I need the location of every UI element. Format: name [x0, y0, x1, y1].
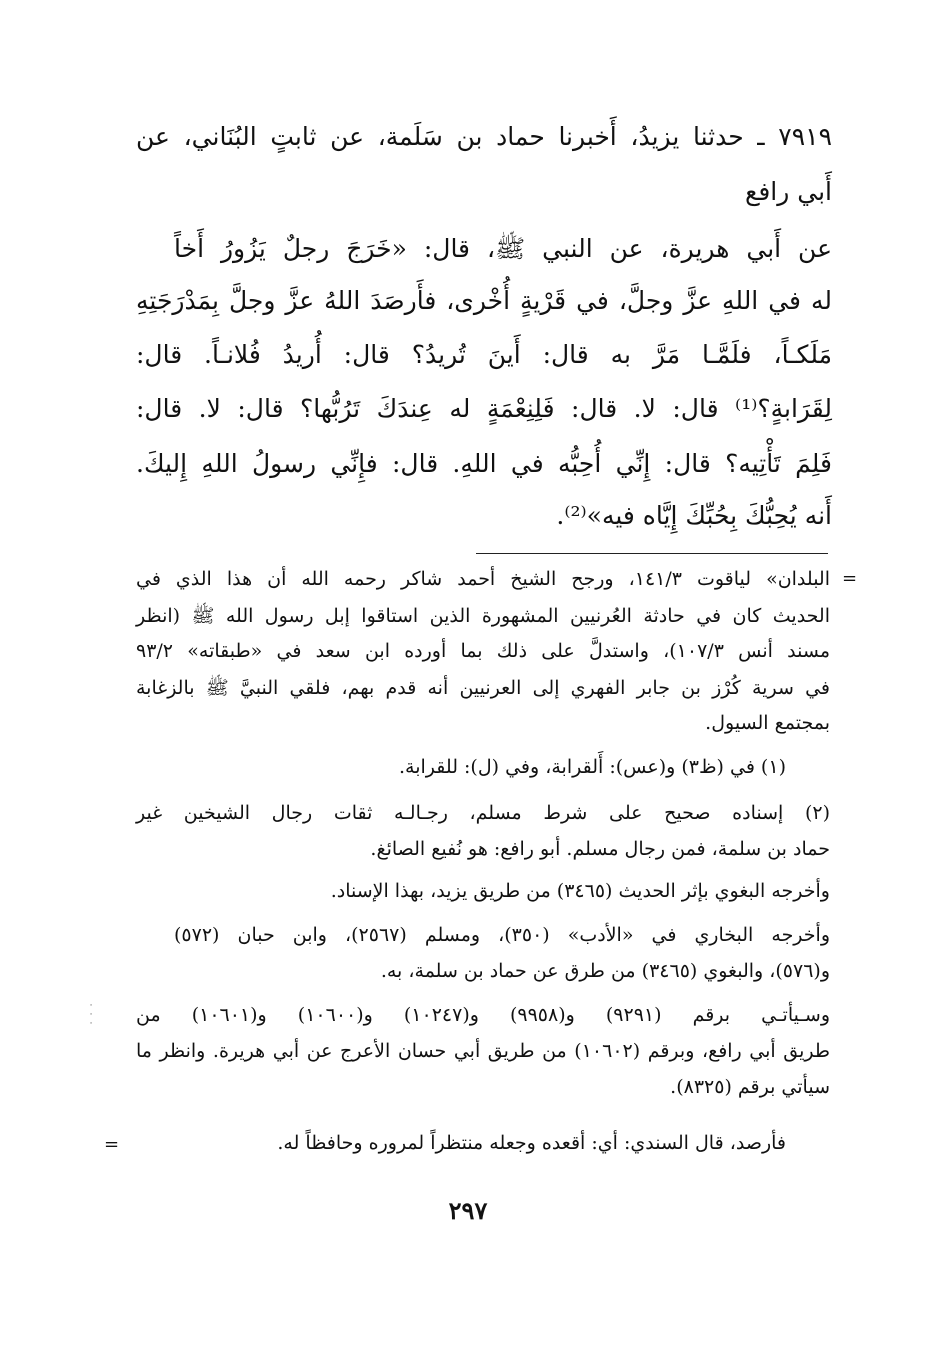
- footnote-2-line-5: و(٥٧٦)، والبغوي (٣٤٦٥) من طرق عن حماد بن سلمة، به.: [380, 960, 830, 982]
- footnote-continued-line-5: بمجتمع السيول.: [705, 712, 830, 734]
- continuation-mark: =: [842, 568, 858, 589]
- footnote-continued-line-1: البلدان» لياقوت ١٤١/٣، ورجح الشيخ أحمد شاكر رحمه الله أن هذا الذي في: [136, 568, 830, 590]
- hadith-isnad-line-2: أَبي رافع: [745, 177, 832, 206]
- footnote-2-line-8: سيأتي برقم (٨٣٢٥).: [670, 1076, 830, 1098]
- scan-speckle: · · ·: [89, 1001, 93, 1029]
- footnote-2-line-2: حماد بن سلمة، فمن رجال مسلم. أبو رافع: هو نُفيع الصائغ.: [370, 838, 830, 860]
- footnote-2-line-6: وسـيأتـي برقم (٩٢٩١) و(٩٩٥٨) و(١٠٢٤٧) و(١٠٦٠٠) و(١٠٦٠١) من: [136, 1004, 831, 1026]
- footnote-continued-line-2: الحديث كان في حادثة العُرنيين المشهورة الذين استاقوا إبل رسول الله ﷺ (انظر: [136, 605, 830, 627]
- hadith-matn-line-3: مَلَكـاً، فلَمَّـا مَرَّ به قال: أَينَ تُريدُ؟ قال: أُريدُ فُلانـاً. قال:: [136, 340, 832, 369]
- hadith-matn-line-5: فَلِمَ تَأْتِيه؟ قال: إِنِّي أُحِبُّه في اللهِ. قال: فإِنِّي رسولُ اللهِ إِليكَ.: [136, 449, 832, 478]
- footnote-2-line-7: طريق أبي رافع، وبرقم (١٠٦٠٢) من طريق أبي حسان الأعرج عن أبي هريرة. وانظر ما: [136, 1040, 830, 1062]
- footnote-continued-line-4: في سرية كُرْز بن جابر الفهري إلى العرنيين أنه قدم بهم، فلقي النبيَّ ﷺ بالزغابة: [136, 677, 830, 699]
- hadith-matn-line-2: له في اللهِ عزَّ وجلَّ، في قَرْيةٍ أُخْرى، فأَرصَدَ اللهُ عزَّ وجلَّ بِمَدْرَجَتِهِ: [136, 286, 832, 315]
- hadith-matn-line-6: أَنه يُحِبُّكَ بِحُبِّكَ إِيَّاه فيه»⁽²⁾.: [556, 501, 832, 530]
- footnote-2-line-1: (٢) إسناده صحيح على شرط مسلم، رجـالـه ثقات رجال الشيخين غير: [136, 802, 830, 824]
- footnote-2-line-4: وأخرجه البخاري في «الأدب» (٣٥٠)، ومسلم (٢٥٦٧)، وابن حبان (٥٧٢): [174, 924, 830, 946]
- footnote-3-gloss: فأرصد، قال السندي: أي: أقعده وجعله منتظراً لمروره وحافظاً له.: [277, 1132, 786, 1154]
- hadith-isnad-line-1: ٧٩١٩ ـ حدثنا يزيدُ، أَخبرنا حماد بن سَلَمة، عن ثابتٍ البُنَاني، عن: [136, 122, 832, 151]
- footnote-continued-line-3: مسند أنس ١٠٧/٣)، واستدلَّ على ذلك بما أورده ابن سعد في «طبقاته» ٩٣/٢: [136, 640, 831, 662]
- hadith-matn-line-4: لِقَرَابةٍ؟⁽¹⁾ قال: لا. قال: فَلِنِعْمَةٍ له عِندَكَ تَرُبُّها؟ قال: لا. قال:: [136, 394, 832, 423]
- footnote-separator: [476, 553, 828, 554]
- hadith-matn-line-1: عن أَبي هريرة، عن النبي ﷺ، قال: «خَرَجَ رجلٌ يَزُورُ أَخاً: [174, 234, 832, 263]
- page-number: ٢٩٧: [448, 1196, 488, 1225]
- next-page-mark: =: [104, 1134, 120, 1155]
- footnote-2-line-3: وأخرجه البغوي بإثر الحديث (٣٤٦٥) من طريق يزيد، بهذا الإسناد.: [330, 880, 830, 902]
- footnote-1: (١) في (ظ٣) و(عس): أَلقرابة، وفي (ل): للقرابة.: [399, 756, 786, 778]
